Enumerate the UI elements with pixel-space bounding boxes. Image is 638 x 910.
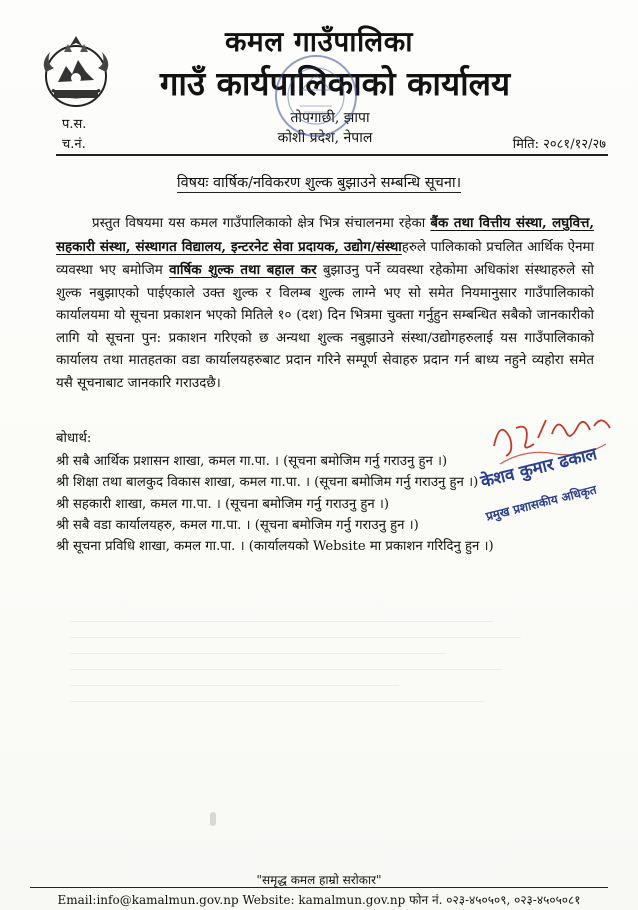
notice-subject <box>0 172 638 192</box>
cc-item: श्री सबै वडा कार्यालयहरु, कमल गा.पा. । (सूचना बमोजिम गर्नु गराउनु हुन ।) <box>56 517 419 533</box>
notice-body <box>56 212 594 395</box>
body-text-part1: प्रस्तुत विषयमा यस कमल गाउँपालिकाको क्षेत्र भित्र संचालनमा रहेका <box>92 216 431 231</box>
office-location: तोपगाछी, झापा <box>290 110 370 126</box>
ref-ps-label: प.स. <box>62 117 87 132</box>
footer-contact: Email:info@kamalmun.gov.np Website: kamalmun.gov.np फोन नं. ०२३-४५०५०९, ०२३-४५०५०८१ <box>57 893 581 907</box>
header-divider <box>56 154 608 156</box>
province-country: कोशी प्रदेश, नेपाल <box>277 130 373 146</box>
subject-text: विषयः वार्षिक/नविकरण शुल्क बुझाउने सम्बन्धि सूचना। <box>176 175 462 191</box>
signatory-name: केशव कुमार ढकाल <box>478 444 600 493</box>
body-highlight-institutions: बैंक तथा वित्तीय संस्था, लघुवित्त, सहकारी संस्था, संस्थागत विद्यालय, इन्टरनेट सेवा प्रदायक, उद्योग/संस्था <box>56 215 594 255</box>
cc-item: श्री सहकारी शाखा, कमल गा.पा. । (सूचना बमोजिम गर्नु गराउनु हुन ।) <box>56 496 390 512</box>
signatory-title: प्रमुख प्रशासकीय अधिकृत <box>484 482 598 524</box>
cc-item: श्री सूचना प्रविधि शाखा, कमल गा.पा. । (कार्यालयको Website मा प्रकाशन गरिदिनु हुन ।) <box>56 539 494 555</box>
notice-date: मिति: २०८१/१२/२७ <box>512 137 606 152</box>
paper-smudge <box>210 812 216 826</box>
footer-slogan: "समृद्ध कमल हाम्रो सरोकार" <box>256 873 382 887</box>
cc-item: श्री शिक्षा तथा बालकुद विकास शाखा, कमल गा.पा. । (सूचना बमोजिम गर्नु गराउनु हुन ।) <box>56 475 479 491</box>
cc-item: श्री सबै आर्थिक प्रशासन शाखा, कमल गा.पा. । (सूचना बमोजिम गर्नु गराउनु हुन ।) <box>56 454 448 470</box>
ref-cn-label: च.नं. <box>62 137 86 152</box>
body-highlight-fee: वार्षिक शुल्क तथा बहाल कर <box>169 262 317 278</box>
municipality-name: कमल गाउँपालिका <box>225 25 413 58</box>
footer-divider <box>30 887 608 888</box>
cc-list <box>56 428 526 557</box>
bleed-through-text <box>70 615 540 735</box>
cc-label: बोधार्थ: <box>56 431 92 446</box>
body-text-part2: हरुले पालिकाको प्रचलित आर्थिक ऐनमा व्यवस्था भए बमोजिम <box>56 239 594 278</box>
body-text-part3: बुझाउनु पर्ने व्यवस्था रहेकोमा अधिकांश संस्थाहरुले सो शुल्क नबुझाएको पाईएकाले उक्त शुल्क र विलम्ब शुल्क लाग्ने भए सो समेत नियमानुसार गाउँपालिकाको कार्यालयमा यो सूचना प्रकाशन भएको मितिले १० (दश) दिन भित्रमा चुक्ता गर्नुहुन सम्बन्धित सबैको जानकारीको लागि यो सूचना पुन: प्रकाशन गरिएको छ अन्यथा शुल्क नबुझाउने संस्था/उद्योगहरुलाई यस गाउँपालिकाको कार्यालय तथा मातहतका वडा कार्यालयहरुबाट प्रदान गरिने सम्पूर्ण सेवाहरु प्रदान गर्न बाध्य नहुने व्यहोरा समेत यसै सूचनाबाट जानकारि गराउदछै। <box>56 263 594 391</box>
office-name: गाउँ कार्यपालिकाको कार्यालय <box>159 64 511 103</box>
